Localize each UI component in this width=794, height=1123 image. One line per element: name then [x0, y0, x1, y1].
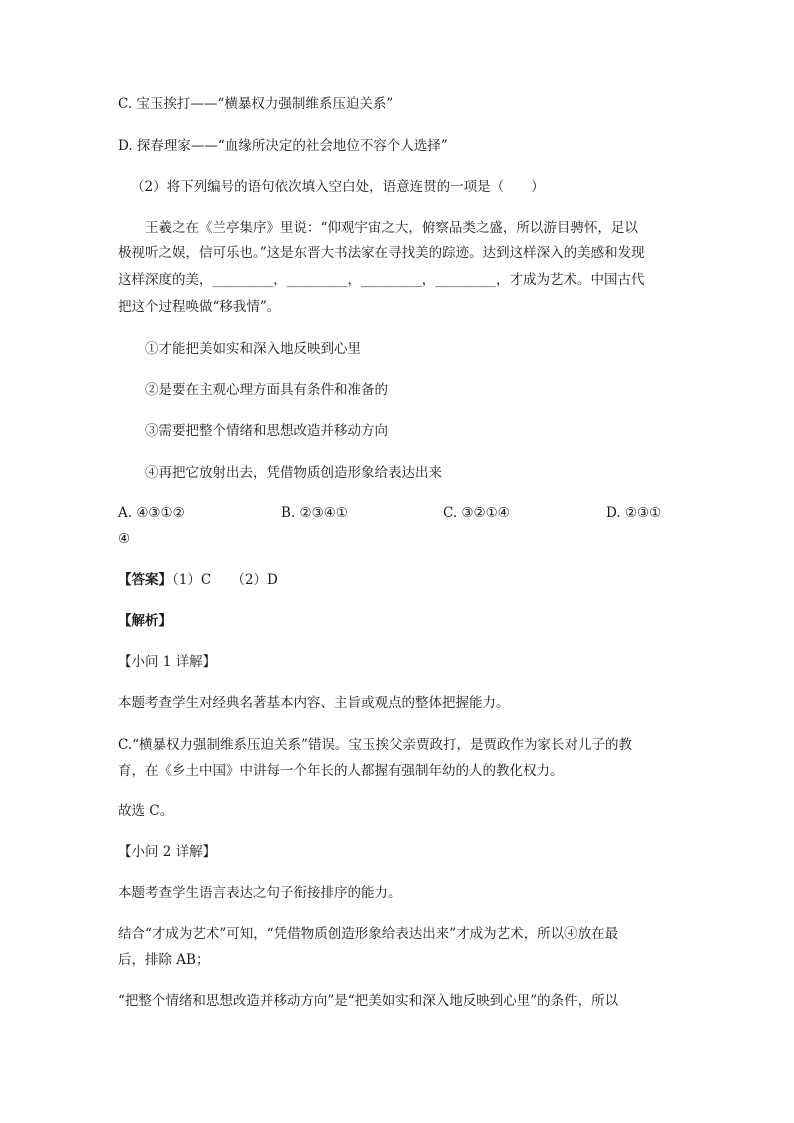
analysis-line: 育，在《乡土中国》中讲每一个年长的人都握有强制年幼的人的教化权力。 [118, 763, 564, 779]
choice-d-wrap: ④ [118, 531, 131, 547]
question-2-stem: （2）将下列编号的语句依次填入空白处，语意连贯的一项是（ ） [131, 179, 545, 195]
choice-a: A. ④③①② [118, 505, 185, 521]
analysis-line: 本题考查学生对经典名著基本内容、主旨或观点的整体把握能力。 [118, 695, 510, 711]
analysis-line: C.“横暴权力强制维系压迫关系”错误。宝玉挨父亲贾政打，是贾政作为家长对儿子的教 [118, 737, 632, 753]
analysis-line: 故选 C。 [118, 803, 174, 819]
sentence-item: ①才能把美如实和深入地反映到心里 [145, 341, 361, 357]
choice-d: D. ②③① [606, 505, 662, 521]
option-d: D. 探春理家——“血缘所决定的社会地位不容个人选择” [118, 138, 448, 154]
sentence-item: ④再把它放射出去，凭借物质创造形象给表达出来 [145, 465, 442, 481]
sub1-title: 【小问 1 详解】 [118, 654, 217, 670]
choice-c: C. ③②①④ [443, 505, 510, 521]
sub2-title: 【小问 2 详解】 [118, 844, 217, 860]
passage-line: 这样深度的美，_________，_________，_________，_________，才成为艺术。中国古代 [118, 272, 645, 288]
answer-label: 【答案】 [118, 572, 172, 588]
sentence-item: ②是要在主观心理方面具有条件和准备的 [145, 382, 388, 398]
analysis-label: 【解析】 [118, 613, 172, 629]
sentence-item: ③需要把整个情绪和思想改造并移动方向 [145, 423, 388, 439]
passage-line: 把这个过程唤做“移我情”。 [118, 299, 281, 315]
answer-line [118, 571, 278, 589]
analysis-line: 本题考查学生语言表达之句子衔接排序的能力。 [118, 885, 402, 901]
passage-line: 极视听之娱，信可乐也。”这是东晋大书法家在寻找美的踪迹。达到这样深入的美感和发现 [118, 245, 645, 261]
choice-b: B. ②③④① [281, 505, 348, 521]
analysis-line: “把整个情绪和思想改造并移动方向”是“把美如实和深入地反映到心里”的条件，所以 [118, 993, 619, 1009]
option-c: C. 宝玉挨打——“横暴权力强制维系压迫关系” [118, 96, 394, 112]
analysis-line: 后，排除 AB； [118, 952, 210, 968]
analysis-line: 结合“才成为艺术”可知，“凭借物质创造形象给表达出来”才成为艺术，所以④放在最 [118, 926, 619, 942]
passage-line: 王羲之在《兰亭集序》里说：“仰观宇宙之大，俯察品类之盛，所以游目骋怀，足以 [145, 220, 638, 236]
answer-text: （1）C （2）D [172, 572, 278, 588]
